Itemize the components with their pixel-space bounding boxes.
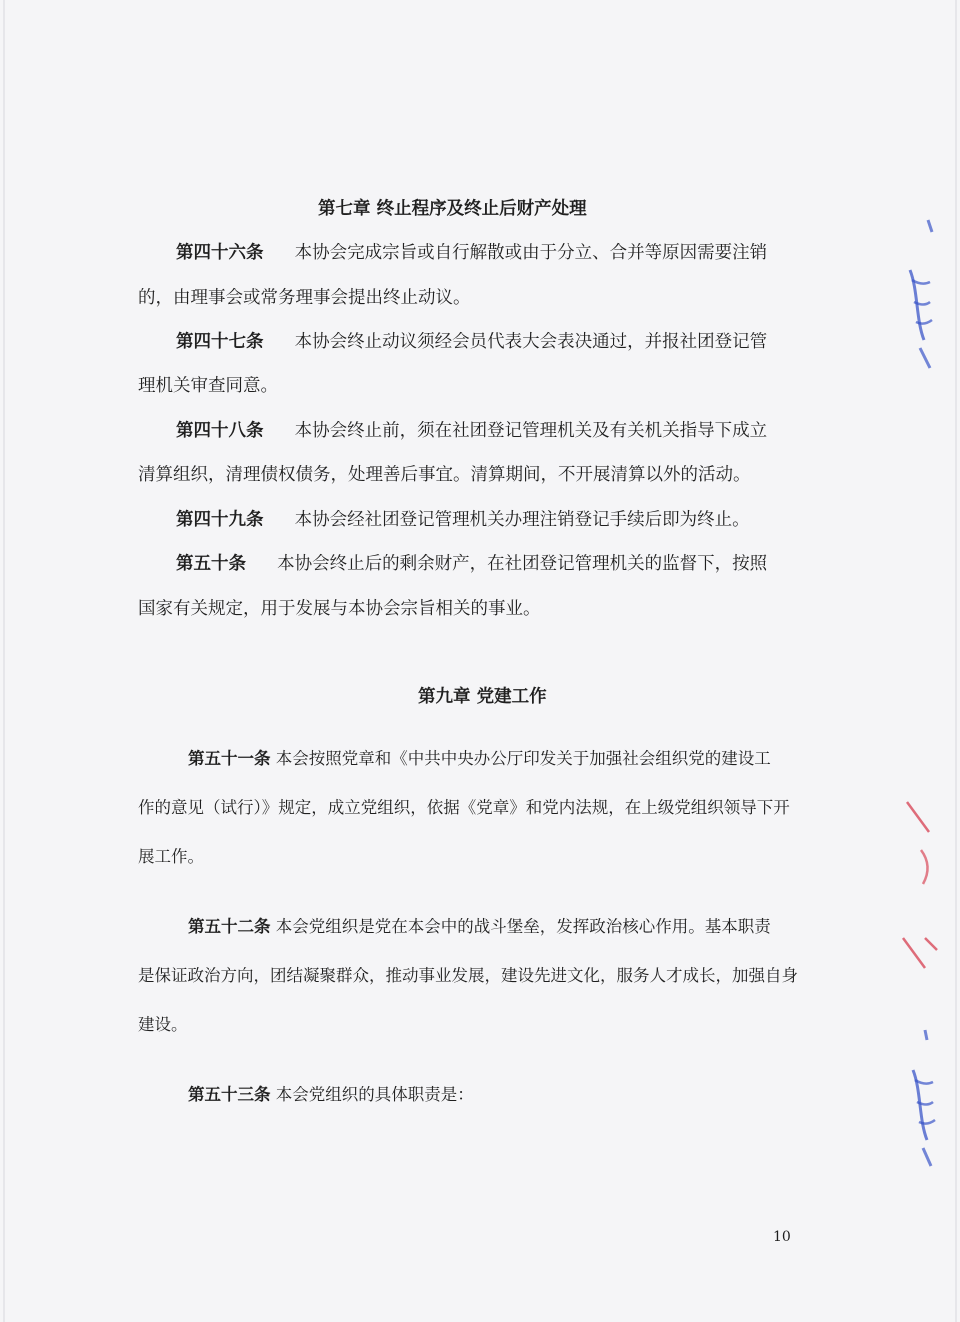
page-edge-left xyxy=(3,0,5,1322)
article-51-line-1 xyxy=(188,748,771,770)
article-46-text: 本协会完成宗旨或自行解散或由于分立、合并等原因需要注销 xyxy=(294,243,768,263)
article-47-label: 第四十七条 xyxy=(176,332,264,352)
article-53-line-1 xyxy=(188,1084,474,1106)
page-edge-right xyxy=(955,0,957,1322)
article-52-line-1 xyxy=(188,916,771,938)
article-49-line-1 xyxy=(176,509,750,531)
seal-fragment-top-icon xyxy=(890,210,950,385)
article-46-label: 第四十六条 xyxy=(176,243,264,263)
article-52-label: 第五十二条 xyxy=(188,917,271,936)
article-46-line-2: 的，由理事会或常务理事会提出终止动议。 xyxy=(138,288,471,308)
article-47-text: 本协会终止动议须经会员代表大会表决通过，并报社团登记管 xyxy=(294,332,768,352)
article-48-line-1 xyxy=(176,420,767,442)
article-52-text: 本会党组织是党在本会中的战斗堡垒，发挥政治核心作用。基本职责 xyxy=(275,917,771,936)
chapter-9-title: 第九章 党建工作 xyxy=(418,687,547,707)
article-53-label: 第五十三条 xyxy=(188,1085,271,1104)
article-51-label: 第五十一条 xyxy=(188,749,271,768)
article-48-label: 第四十八条 xyxy=(176,421,264,441)
seal-fragment-red-icon xyxy=(895,790,945,980)
article-52-line-3: 建设。 xyxy=(138,1015,188,1034)
article-52-line-2: 是保证政治方向，团结凝聚群众，推动事业发展，建设先进文化，服务人才成长，加强自身 xyxy=(138,966,798,985)
seal-fragment-bottom-icon xyxy=(895,1020,950,1180)
article-50-line-2: 国家有关规定，用于发展与本协会宗旨相关的事业。 xyxy=(138,599,541,619)
article-48-line-2: 清算组织，清理债权债务，处理善后事宜。清算期间，不开展清算以外的活动。 xyxy=(138,465,751,485)
chapter-7-title: 第七章 终止程序及终止后财产处理 xyxy=(318,199,587,219)
article-49-text: 本协会经社团登记管理机关办理注销登记手续后即为终止。 xyxy=(294,510,750,530)
article-47-line-2: 理机关审查同意。 xyxy=(138,376,278,396)
article-49-label: 第四十九条 xyxy=(176,510,264,530)
article-51-line-2: 作的意见（试行）》规定，成立党组织，依据《党章》和党内法规，在上级党组织领导下开 xyxy=(138,798,790,817)
page-number: 10 xyxy=(773,1229,791,1245)
article-50-line-1 xyxy=(176,553,767,575)
article-51-text: 本会按照党章和《中共中央办公厅印发关于加强社会组织党的建设工 xyxy=(275,749,771,768)
article-51-line-3: 展工作。 xyxy=(138,847,204,866)
article-50-text: 本协会终止后的剩余财产，在社团登记管理机关的监督下，按照 xyxy=(277,554,768,574)
article-47-line-1 xyxy=(176,331,767,353)
article-48-text: 本协会终止前，须在社团登记管理机关及有关机关指导下成立 xyxy=(294,421,768,441)
article-46-line-1 xyxy=(176,242,767,264)
article-50-label: 第五十条 xyxy=(176,554,246,574)
article-53-text: 本会党组织的具体职责是： xyxy=(275,1085,474,1104)
